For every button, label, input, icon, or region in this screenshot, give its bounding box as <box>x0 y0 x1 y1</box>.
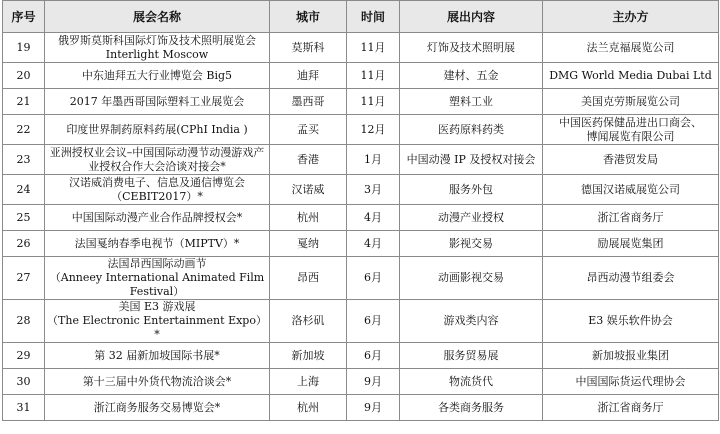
content-cell: 动漫产业授权 <box>400 205 543 231</box>
exhibition-name <box>45 395 270 421</box>
content-cell: 医药原料药类 <box>400 115 543 145</box>
organizer-cell <box>543 175 719 205</box>
exhibition-table <box>2 0 719 421</box>
header-time: 时间 <box>347 1 400 33</box>
time-cell: 1月 <box>347 145 400 175</box>
content-cell: 各类商务服务 <box>400 395 543 421</box>
exhibition-name-line: Interlight Moscow <box>105 47 209 61</box>
city-cell: 杭州 <box>270 205 347 231</box>
organizer-cell-line: 励展展览集团 <box>597 236 664 250</box>
city-cell: 昂西 <box>270 257 347 300</box>
row-number: 23 <box>3 145 45 175</box>
city-cell: 上海 <box>270 369 347 395</box>
time-cell: 11月 <box>347 63 400 89</box>
content-cell: 动画影视交易 <box>400 257 543 300</box>
organizer-cell <box>543 63 719 89</box>
exhibition-name <box>45 231 270 257</box>
content-cell: 服务外包 <box>400 175 543 205</box>
exhibition-name <box>45 33 270 63</box>
table-body <box>3 33 719 421</box>
exhibition-name <box>45 369 270 395</box>
exhibition-name-line: 浙江商务服务交易博览会* <box>93 400 221 414</box>
organizer-cell-line: 浙江省商务厅 <box>597 400 664 414</box>
row-number: 28 <box>3 300 45 343</box>
exhibition-name-line: （CEBIT2017）* <box>111 189 203 203</box>
city-cell: 杭州 <box>270 395 347 421</box>
city-cell: 香港 <box>270 145 347 175</box>
organizer-cell <box>543 145 719 175</box>
time-cell: 11月 <box>347 89 400 115</box>
time-cell: 6月 <box>347 300 400 343</box>
exhibition-name-line: 中国国际动漫产业合作品牌授权会* <box>71 210 243 224</box>
row-number: 30 <box>3 369 45 395</box>
row-number: 29 <box>3 343 45 369</box>
organizer-cell-line: 香港贸发局 <box>603 152 658 166</box>
organizer-cell <box>543 89 719 115</box>
exhibition-name-line: （The Electronic Entertainment Expo）* <box>47 314 267 341</box>
table-row <box>3 145 719 175</box>
organizer-cell <box>543 205 719 231</box>
exhibition-name-line: 俄罗斯莫斯科国际灯饰及技术照明展览会 <box>58 33 256 47</box>
table-row <box>3 63 719 89</box>
organizer-cell-line: 博闻展览有限公司 <box>586 129 675 143</box>
row-number: 22 <box>3 115 45 145</box>
exhibition-name-line: 亚洲授权业会议–中国国际动漫节动漫游戏产 <box>49 145 265 159</box>
row-number: 31 <box>3 395 45 421</box>
content-cell: 物流货代 <box>400 369 543 395</box>
table-row <box>3 89 719 115</box>
organizer-cell <box>543 231 719 257</box>
exhibition-name <box>45 257 270 300</box>
row-number: 25 <box>3 205 45 231</box>
table-row <box>3 343 719 369</box>
header-row <box>3 1 719 33</box>
content-cell: 灯饰及技术照明展 <box>400 33 543 63</box>
table-header <box>3 1 719 33</box>
city-cell: 孟买 <box>270 115 347 145</box>
table-row <box>3 205 719 231</box>
organizer-cell <box>543 300 719 343</box>
row-number: 19 <box>3 33 45 63</box>
exhibition-name-line: 汉诺威消费电子、信息及通信博览会 <box>69 175 245 189</box>
content-cell: 建材、五金 <box>400 63 543 89</box>
exhibition-name-line: 法国昂西国际动画节 <box>107 257 207 270</box>
table-row <box>3 395 719 421</box>
content-cell: 游戏类内容 <box>400 300 543 343</box>
city-cell: 洛杉矶 <box>270 300 347 343</box>
exhibition-name <box>45 89 270 115</box>
exhibition-name-line: 第 32 届新加坡国际书展* <box>94 348 220 362</box>
organizer-cell-line: DMG World Media Dubai Ltd <box>549 68 712 82</box>
exhibition-name <box>45 115 270 145</box>
content-cell: 影视交易 <box>400 231 543 257</box>
header-organizer: 主办方 <box>543 1 719 33</box>
table-row <box>3 300 719 343</box>
city-cell: 迪拜 <box>270 63 347 89</box>
organizer-cell-line: 昂西动漫节组委会 <box>586 271 675 284</box>
time-cell: 12月 <box>347 115 400 145</box>
time-cell: 3月 <box>347 175 400 205</box>
exhibition-name <box>45 145 270 175</box>
content-cell: 塑料工业 <box>400 89 543 115</box>
organizer-cell-line: 浙江省商务厅 <box>597 210 664 224</box>
content-cell: 中国动漫 IP 及授权对接会 <box>400 145 543 175</box>
exhibition-name <box>45 63 270 89</box>
exhibition-name-line: （Anneey International Animated Film Festival） <box>49 271 265 298</box>
organizer-cell-line: E3 娱乐软件协会 <box>588 314 673 327</box>
exhibition-name-line: 中东迪拜五大行业博览会 Big5 <box>81 68 233 82</box>
exhibition-name-line: 法国戛纳春季电视节（MIPTV）* <box>74 236 240 250</box>
time-cell: 6月 <box>347 257 400 300</box>
organizer-cell-line: 中国医药保健品进出口商会、 <box>559 115 702 129</box>
city-cell: 新加坡 <box>270 343 347 369</box>
row-number: 21 <box>3 89 45 115</box>
time-cell: 11月 <box>347 33 400 63</box>
content-cell: 服务贸易展 <box>400 343 543 369</box>
exhibition-name <box>45 300 270 343</box>
table-row <box>3 257 719 300</box>
table-row <box>3 115 719 145</box>
exhibition-name-line: 印度世界制药原料药展(CPhI India ) <box>66 122 248 136</box>
row-number: 26 <box>3 231 45 257</box>
organizer-cell <box>543 257 719 300</box>
exhibition-name <box>45 175 270 205</box>
table-row <box>3 231 719 257</box>
exhibition-name-line: 美国 E3 游戏展 <box>118 300 196 313</box>
organizer-cell-line: 美国克劳斯展览公司 <box>581 94 680 108</box>
time-cell: 6月 <box>347 343 400 369</box>
organizer-cell <box>543 33 719 63</box>
organizer-cell <box>543 395 719 421</box>
exhibition-name <box>45 205 270 231</box>
row-number: 20 <box>3 63 45 89</box>
city-cell: 莫斯科 <box>270 33 347 63</box>
organizer-cell-line: 新加坡报业集团 <box>592 348 669 362</box>
organizer-cell-line: 中国国际货运代理协会 <box>575 374 686 388</box>
organizer-cell <box>543 369 719 395</box>
city-cell: 墨西哥 <box>270 89 347 115</box>
city-cell: 戛纳 <box>270 231 347 257</box>
table-row <box>3 175 719 205</box>
exhibition-name-line: 第十三届中外货代物流洽谈会* <box>82 374 232 388</box>
organizer-cell <box>543 343 719 369</box>
time-cell: 9月 <box>347 395 400 421</box>
exhibition-name-line: 2017 年墨西哥国际塑料工业展览会 <box>69 94 245 108</box>
city-cell: 汉诺威 <box>270 175 347 205</box>
exhibition-name-line: 业授权合作大会洽谈对接会* <box>88 159 226 173</box>
table-row <box>3 369 719 395</box>
exhibition-name <box>45 343 270 369</box>
table-row <box>3 33 719 63</box>
organizer-cell-line: 法兰克福展览公司 <box>586 40 675 54</box>
row-number: 24 <box>3 175 45 205</box>
header-number: 序号 <box>3 1 45 33</box>
header-name: 展会名称 <box>45 1 270 33</box>
row-number: 27 <box>3 257 45 300</box>
header-content: 展出内容 <box>400 1 543 33</box>
organizer-cell <box>543 115 719 145</box>
organizer-cell-line: 德国汉诺威展览公司 <box>581 182 680 196</box>
time-cell: 4月 <box>347 205 400 231</box>
time-cell: 4月 <box>347 231 400 257</box>
time-cell: 9月 <box>347 369 400 395</box>
header-city: 城市 <box>270 1 347 33</box>
